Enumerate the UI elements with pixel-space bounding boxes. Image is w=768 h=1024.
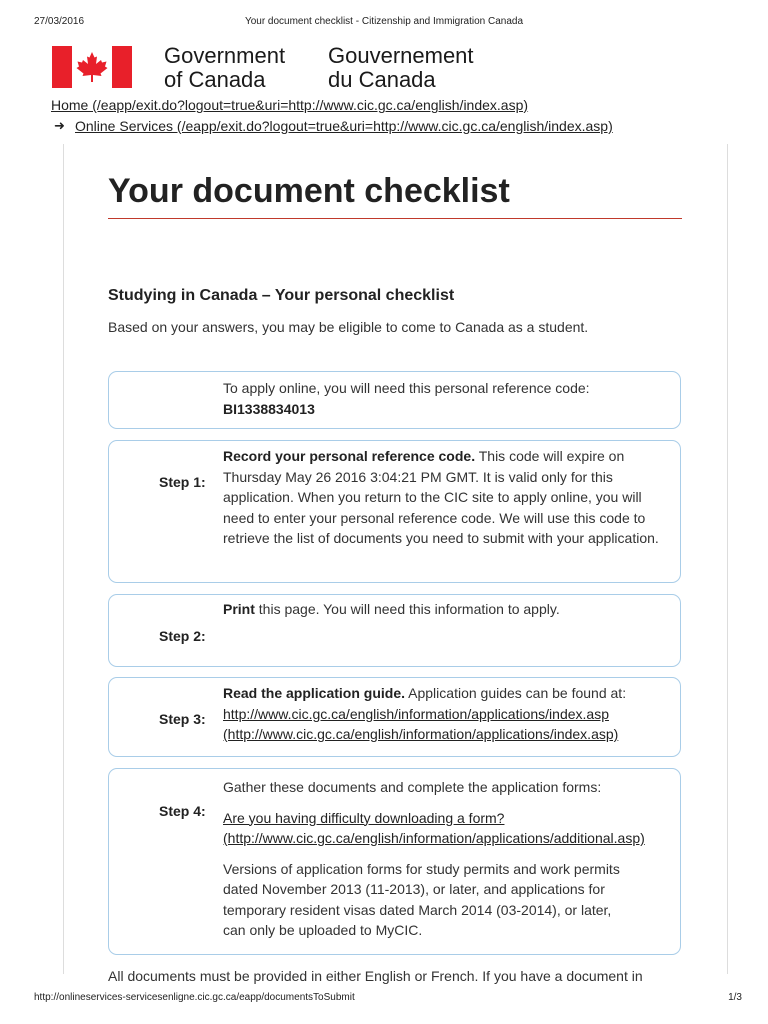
- reference-code-box: [108, 371, 681, 429]
- page-title: Your document checklist: [108, 172, 510, 210]
- reference-code-text: To apply online, you will need this personal reference code:: [223, 380, 590, 396]
- canada-flag-icon: [52, 46, 132, 88]
- content-frame-left: [63, 144, 64, 974]
- download-help-url[interactable]: (http://www.cic.gc.ca/english/information/applications/additional.asp): [223, 830, 645, 846]
- step-4-box: [108, 768, 681, 955]
- forms-version-note: Versions of application forms for study permits and work permits dated November 2013 (11-2013), or later, and applications for temporary resident visas dated March 2014 (03-2014), or later, can only be uploaded to MyCIC.: [223, 860, 620, 938]
- step-4-text: Gather these documents and complete the application forms:: [223, 779, 602, 795]
- breadcrumb-home-link[interactable]: Home (/eapp/exit.do?logout=true&uri=http://www.cic.gc.ca/english/index.asp): [51, 97, 529, 113]
- step-1-text: Record your personal reference code. This code will expire on Thursday May 26 2016 3:04:21 PM GMT. It is valid only for this application. When you return to the CIC site to apply online, you will need to enter your personal reference code. We will use this code to retrieve the list of documents you need to submit with your application.: [223, 448, 659, 546]
- step-2-label: Step 2:: [159, 628, 206, 644]
- title-divider: [108, 218, 682, 219]
- print-date: 27/03/2016: [34, 16, 85, 27]
- step-2-text: Print this page. You will need this information to apply.: [223, 601, 560, 617]
- checklist-subtitle: Studying in Canada – Your personal checklist: [108, 287, 455, 304]
- step-2-box: [108, 594, 681, 667]
- step-1-box: [108, 440, 681, 583]
- intro-text: Based on your answers, you may be eligible to come to Canada as a student.: [108, 319, 589, 335]
- reference-code: BI1338834013: [223, 400, 315, 417]
- step-3-text: Read the application guide. Application guides can be found at:: [223, 685, 627, 701]
- page-number: 1/3: [728, 992, 742, 1003]
- breadcrumb-online-services-link[interactable]: Online Services (/eapp/exit.do?logout=true&uri=http://www.cic.gc.ca/english/index.asp): [75, 118, 613, 134]
- print-url: http://onlineservices-servicesenligne.cic.gc.ca/eapp/documentsToSubmit: [34, 992, 355, 1003]
- step-3-label: Step 3:: [159, 711, 206, 727]
- print-title: Your document checklist - Citizenship and Immigration Canada: [244, 16, 524, 27]
- language-requirement-text: All documents must be provided in either English or French. If you have a document in: [108, 968, 643, 984]
- arrow-right-icon: ➜: [54, 118, 65, 133]
- government-of-canada-wordmark: Government of Canada: [164, 43, 286, 92]
- application-guide-link[interactable]: http://www.cic.gc.ca/english/information/applications/index.asp: [223, 705, 609, 722]
- download-help-link[interactable]: Are you having difficulty downloading a form?: [223, 809, 505, 826]
- application-guide-url[interactable]: (http://www.cic.gc.ca/english/information/applications/index.asp): [223, 726, 619, 742]
- gouvernement-du-canada-wordmark: Gouvernement du Canada: [328, 43, 474, 92]
- step-4-label: Step 4:: [159, 803, 206, 819]
- step-1-label: Step 1:: [159, 474, 206, 490]
- content-frame-right: [727, 144, 728, 974]
- step-3-box: [108, 677, 681, 757]
